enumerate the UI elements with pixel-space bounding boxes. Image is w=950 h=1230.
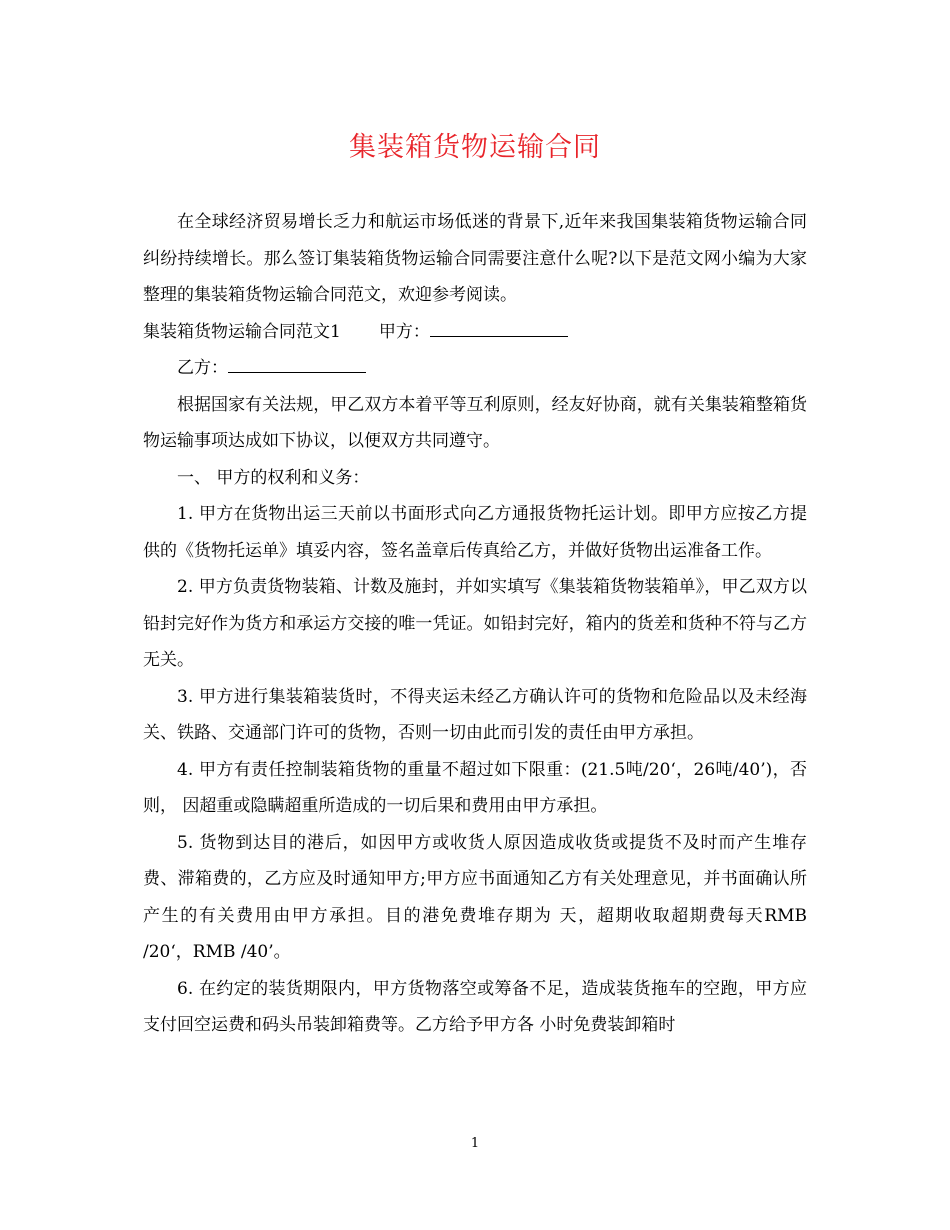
section-1-heading: 一、 甲方的权利和义务： [177, 467, 370, 488]
party-a-blank [430, 314, 568, 337]
preamble-paragraph: 根据国家有关法规，甲乙双方本着平等互利原则，经友好协商，就有关集装箱整箱货物运输事项达成如下协议，以便双方共同遵守。 [143, 394, 807, 451]
document-title: 集装箱货物运输合同 [349, 132, 601, 163]
clause-1: 1. 甲方在货物出运三天前以书面形式向乙方通报货物托运计划。即甲方应按乙方提供的《货物托运单》填妥内容，签名盖章后传真给乙方，并做好货物出运准备工作。 [143, 504, 807, 561]
clause-5: 5. 货物到达目的港后，如因甲方或收货人原因造成收货或提货不及时而产生堆存费、滞箱费的，乙方应及时通知甲方;甲方应书面通知乙方有关处理意见，并书面确认所产生的有关费用由甲方承担。目的港免费堆存期为 天，超期收取超期费每天RMB /20‘，RMB /40’。 [143, 832, 807, 962]
clause-3: 3. 甲方进行集装箱装货时，不得夹运未经乙方确认许可的货物和危险品以及未经海关、铁路、交通部门许可的货物，否则一切由此而引发的责任由甲方承担。 [143, 686, 807, 743]
intro-paragraph: 在全球经济贸易增长乏力和航运市场低迷的背景下,近年来我国集装箱货物运输合同纠纷持续增长。那么签订集装箱货物运输合同需要注意什么呢?以下是范文网小编为大家整理的集装箱货物运输合同范文，欢迎参考阅读。 [143, 212, 807, 305]
party-b-label: 乙方： [177, 358, 228, 378]
clause-2: 2. 甲方负责货物装箱、计数及施封，并如实填写《集装箱货物装箱单》，甲乙双方以铅封完好作为货方和承运方交接的唯一凭证。如铅封完好，箱内的货差和货种不符与乙方无关。 [143, 577, 807, 670]
party-b-line [143, 350, 807, 387]
clause-6: 6. 在约定的装货期限内，甲方货物落空或筹备不足，造成装货拖车的空跑，甲方应支付回空运费和码头吊装卸箱费等。乙方给予甲方各 小时免费装卸箱时 [143, 978, 807, 1035]
page-number: 1 [470, 1136, 480, 1151]
party-a-label: 甲方： [378, 321, 430, 342]
party-b-blank [228, 350, 366, 373]
document-body [143, 204, 807, 1044]
sample-line [143, 314, 807, 351]
clause-4: 4. 甲方有责任控制装箱货物的重量不超过如下限重：(21.5吨/20‘，26吨/40’)，否则， 因超重或隐瞒超重所造成的一切后果和费用由甲方承担。 [143, 759, 807, 816]
sample-label: 集装箱货物运输合同范文1 [143, 321, 341, 342]
